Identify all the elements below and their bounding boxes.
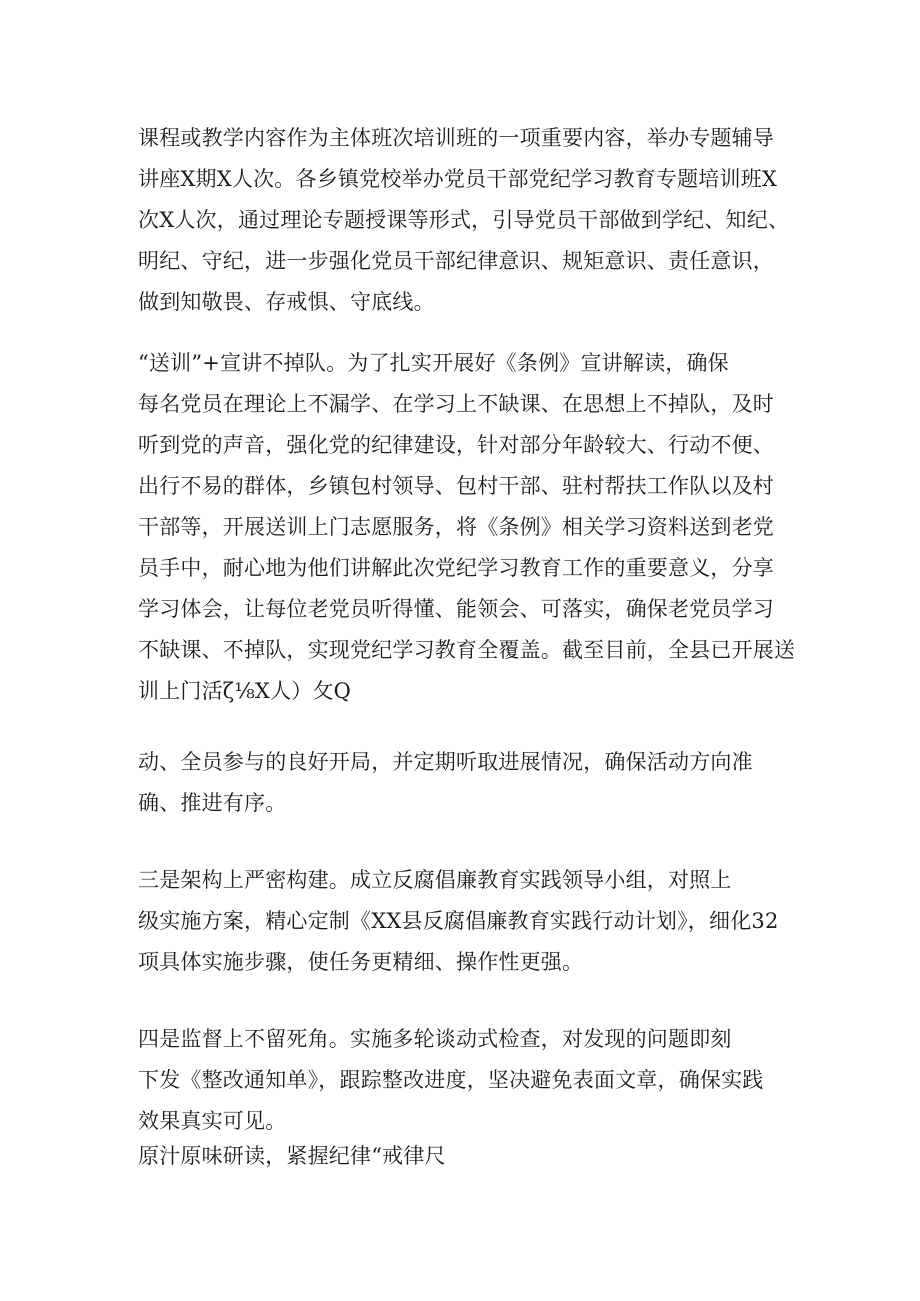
paragraph-training-classes: 课程或教学内容作为主体班次培训班的一项重要内容，举办专题辅导 讲座X期X人次。各乡镇党校举办党员干部党纪学习教育专题培训班X 次X人次，通过理论专题授课等形式，引导党员干部做到学纪、知纪、 明纪、守纪，进一步强化党员干部纪律意识、规矩意识、责任意识， 做到知敬畏、存戒惧、守底线。 [138, 126, 790, 314]
paragraph-activity-progress: 动、全员参与的良好开局，并定期听取进展情况，确保活动方向准 确、推进有序。 [138, 750, 753, 815]
paragraph-structure-building: 三是架构上严密构建。成立反腐倡廉教育实践领导小组，对照上 级实施方案，精心定制《XX县反腐倡廉教育实践行动计划》，细化32 项具体实施步骤，使任务更精细、操作性更强。 [138, 868, 779, 974]
paragraph-supervision: 四是监督上不留死角。实施多轮谈动式检查，对发现的问题即刻 下发《整改通知单》，跟踪整改进度，坚决避免表面文章，确保实践 效果真实可见。 [138, 1027, 764, 1133]
paragraph-original-study: 原汁原味研读，紧握纪律“戒律尺 [138, 1144, 446, 1168]
paragraph-delivery-training: “送训”+宣讲不掉队。为了扎实开展好《条例》宣讲解读，确保 每名党员在理论上不漏学、在学习上不缺课、在思想上不掉队，及时 听到党的声音，强化党的纪律建设，针对部分年龄较大、行动不便、 出行不易的群体，乡镇包村领导、包村干部、驻村帮扶工作队以及村 干部等，开展送训上门志愿服务，将《条例》相关学习资料送到老党 员手中，耐心地为他们讲解此次党纪学习教育工作的重要意义，分享 学习体会，让每位老党员听得懂、能领会、可落实，确保老党员学习 不缺课、不掉队，实现党纪学习教育全覆盖。截至目前，全县已开展送 训上门活ζ⅛X人）攵Q [138, 351, 796, 703]
